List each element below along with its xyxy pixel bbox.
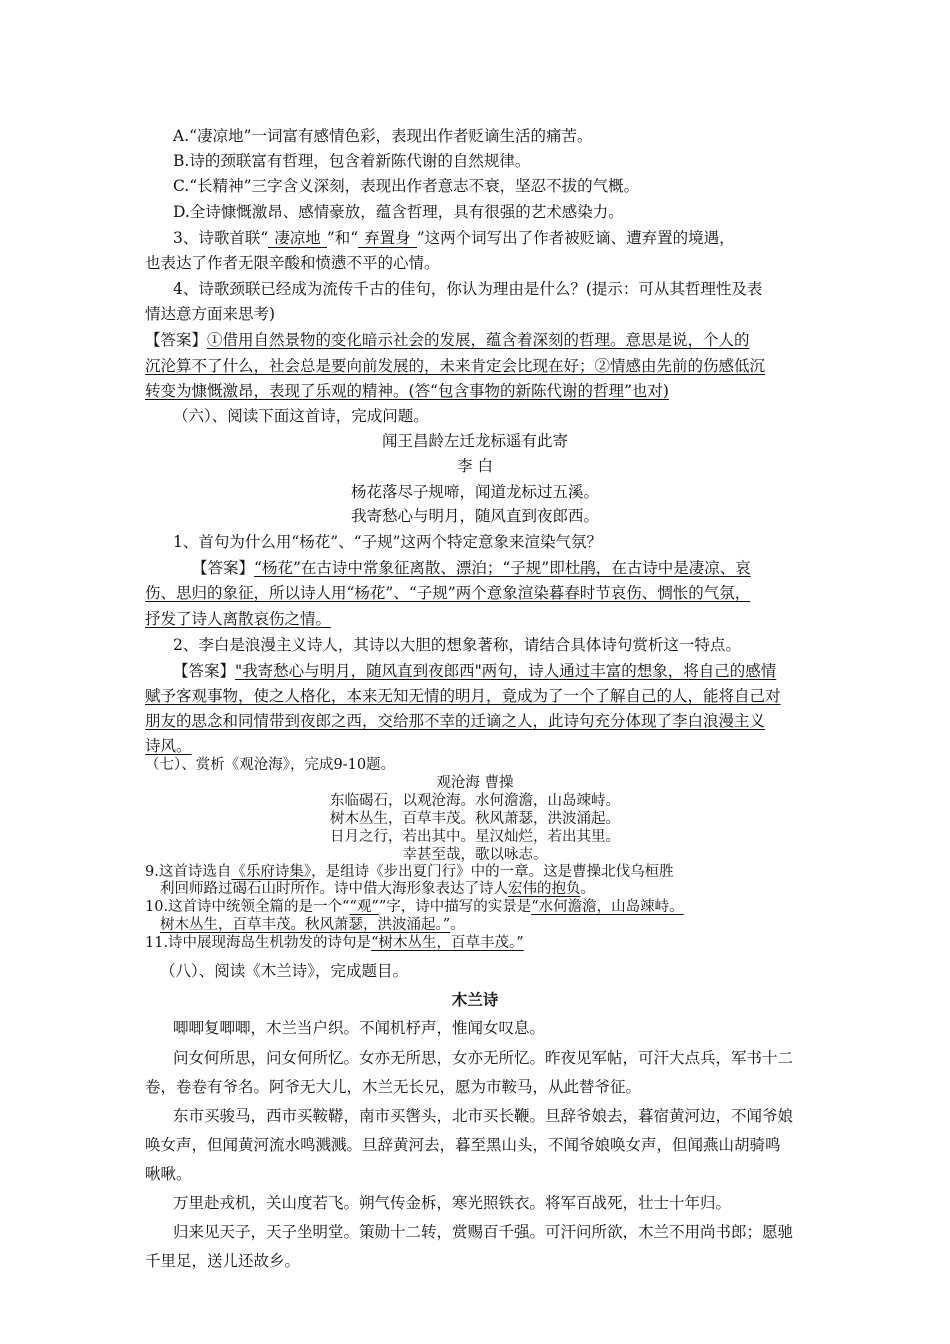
poem-paragraph: 问女何所思，问女何所忆。女亦无所思，女亦无所忆。昨夜见军帖，可汗大点兵，军书十二: [173, 1049, 794, 1067]
section-6-answer-1-line3: 抒发了诗人离散哀伤之情。: [145, 610, 332, 628]
poem-paragraph-line: 啾啾。: [145, 1165, 192, 1183]
question-9-line2: 利回师路过碣石山时所作。诗中借大海形象表达了诗人宏伟的抱负。: [160, 881, 595, 897]
poem-title: 观沧海 曹操: [436, 775, 514, 791]
answer-blank: 《乐府诗集》: [231, 864, 312, 880]
answer-4-line3: 转变为慷慨激昂，表现了乐观的精神。(答“包含事物的新陈代谢的哲理”也对): [145, 382, 669, 400]
section-6-question-2: 2、李白是浪漫主义诗人，其诗以大胆的想象著称，请结合具体诗句赏析这一特点。: [173, 636, 741, 654]
poem-paragraph-line: 卷，卷卷有爷名。阿爷无大儿，木兰无长兄，愿为市鞍马，从此替爷征。: [145, 1078, 642, 1096]
poem-paragraph: 唧唧复唧唧，木兰当户织。不闻机杼声，惟闻女叹息。: [173, 1019, 546, 1037]
section-6-answer-2: 【答案】"我寄愁心与明月，随风直到夜郎西"两句，诗人通过丰富的想象，将自己的感情: [173, 662, 777, 680]
option-d: D.全诗慷慨激昂、感情豪放，蕴含哲理，具有很强的艺术感染力。: [173, 203, 624, 221]
poem-verse: 杨花落尽子规啼，闻道龙标过五溪。: [350, 483, 599, 501]
poem-paragraph-line: 唤女声，但闻黄河流水鸣溅溅。旦辞黄河去，暮至黑山头，不闻爷娘唤女声，但闻燕山胡骑鸣: [145, 1136, 781, 1154]
question-3-line2: 也表达了作者无限辛酸和愤懑不平的心情。: [145, 254, 440, 272]
section-6-heading: （六）、阅读下面这首诗，完成问题。: [173, 407, 429, 425]
question-9: 9.这首诗选自《乐府诗集》，是组诗《步出夏门行》中的一章。这是曹操北伐乌桓胜: [145, 864, 674, 880]
answer-blank: “水何澹澹，山岛竦峙。: [531, 899, 684, 915]
poem-paragraph: 东市买骏马，西市买鞍鞯，南市买辔头，北市买长鞭。旦辞爷娘去，暮宿黄河边，不闻爷娘: [173, 1107, 794, 1125]
question-10: 10.这首诗中统领全篇的是一个““观””字，诗中描写的实景是“水何澹澹，山岛竦峙。: [145, 899, 684, 915]
question-4-line2: 情达意方面来思考): [145, 305, 276, 323]
poem-verse: 我寄愁心与明月，随风直到夜郎西。: [350, 507, 599, 525]
poem-author: 李 白: [457, 457, 493, 475]
poem-paragraph: 万里赴戎机，关山度若飞。朔气传金柝，寒光照铁衣。将军百战死，壮士十年归。: [173, 1194, 732, 1212]
option-c: C.“长精神”三字含义深刻，表现出作者意志不衰，坚忍不拔的气概。: [173, 177, 640, 195]
section-6-answer-2-line3: 朋友的思念和同情带到夜郎之西，交给那不幸的迁谪之人，此诗句充分体现了李白浪漫主义: [145, 712, 766, 730]
answer-4-line1: 【答案】①借用自然景物的变化暗示社会的发展，蕴含着深刻的哲理。意思是说，个人的: [145, 331, 750, 349]
poem-paragraph: 归来见天子，天子坐明堂。策勋十二转，赏赐百千强。可汗问所欲，木兰不用尚书郎；愿驰: [173, 1223, 794, 1241]
answer-blank: “观”: [349, 899, 379, 915]
section-8-heading: （八）、阅读《木兰诗》，完成题目。: [160, 962, 409, 980]
answer-blank: “树木丛生，百草丰茂。”: [371, 935, 524, 951]
answer-4-line2: 沉沦算不了什么，社会总是要向前发展的，未来肯定会比现在好；②情感由先前的伤感低沉: [145, 357, 766, 375]
answer-blank: 宏伟的抱负: [508, 881, 581, 897]
section-6-answer-1-line2: 伤、思归的象征，所以诗人用“杨花”、“子规”两个意象渲染暮春时节哀伤、惆怅的气氛，: [145, 584, 751, 602]
poem-verse: 树木丛生，百草丰茂。秋风萧瑟，洪波涌起。: [330, 811, 620, 827]
poem-paragraph-line: 千里足，送儿还故乡。: [145, 1252, 301, 1270]
poem-title: 木兰诗: [451, 991, 499, 1009]
answer-blank: 凄凉地: [268, 229, 327, 248]
section-6-question-1: 1、首句为什么用“杨花”、“子规”这两个特定意象来渲染气氛？: [173, 533, 603, 551]
answer-label: 【答案】: [192, 559, 255, 577]
answer-blank: 弃置身: [358, 229, 417, 248]
section-6-answer-2-line4: 诗风。: [145, 737, 192, 755]
poem-verse: 幸甚至哉，歌以咏志。: [402, 847, 548, 863]
option-a: A.“凄凉地”一词富有感情色彩，表现出作者贬谪生活的痛苦。: [173, 127, 593, 145]
section-7-heading: （七）、赏析《观沧海》，完成9-10题。: [145, 757, 396, 773]
question-3: 3、诗歌首联“ 凄凉地 ”和“ 弃置身 ”这两个词写出了作者被贬谪、遭弃置的境遇，: [173, 229, 735, 247]
answer-label: 【答案】: [173, 662, 236, 680]
question-10-line2: 树木丛生，百草丰茂。秋风萧瑟，洪波涌起。”。: [160, 917, 465, 933]
question-4: 4、诗歌颈联已经成为流传千古的佳句，你认为理由是什么？(提示：可从其哲理性及表: [173, 280, 763, 298]
poem-verse: 日月之行，若出其中。星汉灿烂，若出其里。: [330, 829, 620, 845]
poem-verse: 东临碣石，以观沧海。水何澹澹，山岛竦峙。: [330, 793, 620, 809]
section-6-answer-2-line2: 赋予客观事物，使之人格化，本来无知无情的明月，竟成为了一个了解自己的人，能将自己对: [145, 687, 781, 705]
question-11: 11.诗中展现海岛生机勃发的诗句是“树木丛生，百草丰茂。”: [145, 935, 524, 951]
option-b: B.诗的颈联富有哲理，包含着新陈代谢的自然规律。: [173, 152, 531, 170]
poem-title: 闻王昌龄左迁龙标遥有此寄: [381, 432, 568, 450]
answer-label: 【答案】: [145, 331, 208, 349]
section-6-answer-1: 【答案】“杨花”在古诗中常象征离散、漂泊；“子规”即杜鹃，在古诗中是凄凉、哀: [192, 559, 751, 577]
